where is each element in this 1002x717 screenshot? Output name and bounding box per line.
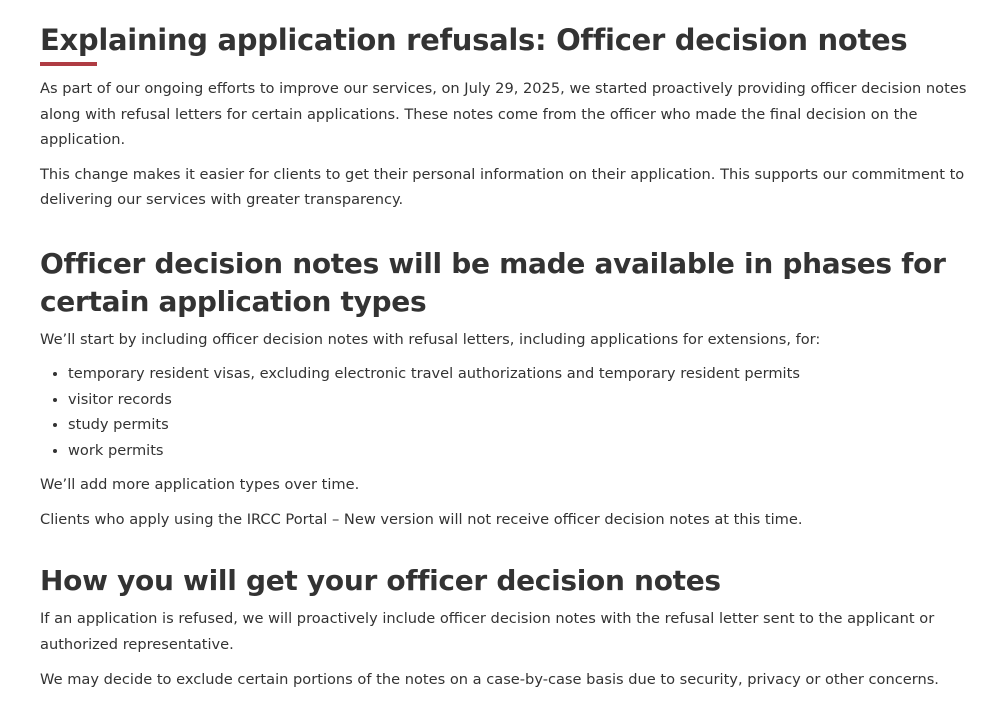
list-item: • work permits <box>68 438 968 464</box>
intro-paragraph-2: This change makes it easier for clients to get their personal information on their application. This supports our commitment to delivering our services with greater transparency. <box>40 165 965 208</box>
title-underline <box>40 62 97 66</box>
list-item: • visitor records <box>68 387 968 413</box>
section-heading-how: How you will get your officer decision notes <box>40 564 721 597</box>
portal-paragraph: Clients who apply using the IRCC Portal – New version will not receive officer decision notes at this time. <box>40 510 803 528</box>
list-item: • temporary resident visas, excluding electronic travel authorizations and temporary resident permits <box>68 361 968 387</box>
page-title: Explaining application refusals: Officer decision notes <box>40 23 908 57</box>
how-paragraph-2: We may decide to exclude certain portions of the notes on a case-by-case basis due to security, privacy or other concerns. <box>40 671 939 688</box>
how-paragraph-1: If an application is refused, we will proactively include officer decision notes with the refusal letter sent to the applicant or authorized representative. <box>40 610 935 653</box>
list-item: • study permits <box>68 412 968 438</box>
section-heading-phases: Officer decision notes will be made available in phases for certain application types <box>40 246 946 318</box>
application-type-list <box>38 361 968 463</box>
article <box>38 0 968 693</box>
phases-lead-paragraph: We’ll start by including officer decision notes with refusal letters, including applications for extensions, for: <box>40 330 821 348</box>
intro-paragraph-1: As part of our ongoing efforts to improve our services, on July 29, 2025, we started proactively providing officer decision notes along with refusal letters for certain applications. These notes come from the officer who made the final decision on the application. <box>40 80 967 148</box>
more-types-paragraph: We’ll add more application types over time. <box>40 476 360 493</box>
